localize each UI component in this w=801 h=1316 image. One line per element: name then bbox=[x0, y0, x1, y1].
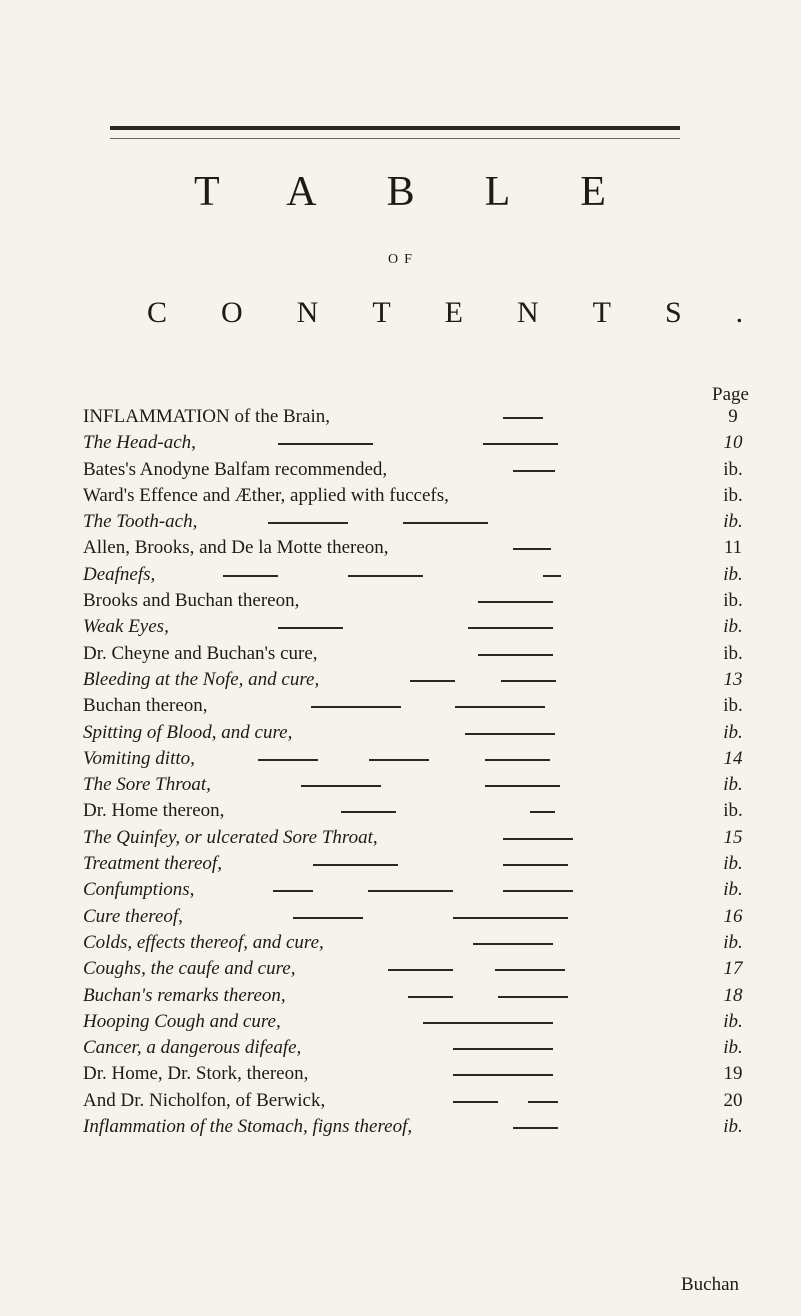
entry-text: Buchan thereon, bbox=[83, 695, 208, 717]
catchword: Buchan bbox=[681, 1274, 740, 1295]
contents-entry bbox=[83, 614, 763, 640]
contents-entry bbox=[83, 904, 763, 930]
entry-text: INFLAMMATION of the Brain, bbox=[83, 406, 330, 427]
leader-dash bbox=[503, 890, 573, 892]
entry-text: Inflammation of the Stomach, figns thereof, bbox=[83, 1116, 413, 1138]
leader-dash bbox=[501, 680, 556, 682]
contents-entry bbox=[83, 851, 763, 877]
contents-entry bbox=[83, 509, 763, 535]
contents-entry bbox=[83, 825, 763, 851]
entry-text: Buchan's remarks thereon, bbox=[83, 984, 286, 1006]
entry-page: 11 bbox=[723, 537, 743, 559]
leader-dash bbox=[478, 601, 553, 603]
contents-entry bbox=[83, 588, 763, 614]
contents-entry bbox=[83, 562, 763, 588]
entry-page: ib. bbox=[723, 563, 743, 585]
entry-text: The Tooth-ach, bbox=[83, 511, 198, 533]
leader-dash bbox=[388, 969, 453, 971]
leader-dash bbox=[301, 785, 381, 787]
leader-dash bbox=[483, 443, 558, 445]
entry-text: Allen, Brooks, and De la Motte thereon, bbox=[83, 537, 389, 559]
entry-page: 17 bbox=[723, 958, 743, 980]
page-column-header: Page bbox=[712, 384, 749, 405]
contents-entry bbox=[83, 1035, 763, 1061]
leader-dash bbox=[369, 759, 429, 761]
top-rule-thin bbox=[110, 138, 680, 139]
contents-entry bbox=[83, 720, 763, 746]
contents-entry bbox=[83, 457, 763, 483]
entry-page: ib. bbox=[723, 879, 743, 901]
entry-text: Hooping Cough and cure, bbox=[83, 1010, 281, 1032]
leader-dash bbox=[503, 838, 573, 840]
leader-dash bbox=[498, 996, 568, 998]
entry-page: ib. bbox=[723, 695, 743, 717]
entry-page: 15 bbox=[723, 826, 743, 848]
entry-text: Colds, effects thereof, and cure, bbox=[83, 931, 324, 953]
top-rule-thick bbox=[110, 126, 680, 130]
entry-text: Cancer, a dangerous difeafe, bbox=[83, 1037, 302, 1059]
leader-dash bbox=[503, 417, 543, 419]
entry-page: 14 bbox=[723, 747, 743, 769]
contents-entry bbox=[83, 772, 763, 798]
title-table: TABLE bbox=[194, 169, 676, 215]
entry-page: ib. bbox=[723, 1037, 743, 1059]
leader-dash bbox=[485, 759, 550, 761]
leader-dash bbox=[268, 522, 348, 524]
contents-entry bbox=[83, 930, 763, 956]
entry-text: Dr. Home thereon, bbox=[83, 800, 225, 822]
entry-page: ib. bbox=[723, 721, 743, 743]
title-of: OF bbox=[388, 252, 418, 267]
leader-dash bbox=[503, 864, 568, 866]
entry-text: And Dr. Nicholfon, of Berwick, bbox=[83, 1089, 326, 1111]
contents-entry bbox=[83, 956, 763, 982]
leader-dash bbox=[410, 680, 455, 682]
leader-dash bbox=[495, 969, 565, 971]
entry-text: Coughs, the caufe and cure, bbox=[83, 958, 296, 980]
leader-dash bbox=[530, 811, 555, 813]
contents-entry bbox=[83, 404, 763, 430]
entry-page: ib. bbox=[723, 1010, 743, 1032]
leader-dash bbox=[528, 1101, 558, 1103]
leader-dash bbox=[513, 1127, 558, 1129]
contents-entry bbox=[83, 483, 763, 509]
entry-text: The Head-ach, bbox=[83, 432, 196, 454]
entry-text: Cure thereof, bbox=[83, 905, 183, 927]
leader-dash bbox=[453, 917, 568, 919]
entry-page: ib. bbox=[723, 590, 743, 612]
entry-text: Bleeding at the Nofe, and cure, bbox=[83, 668, 320, 690]
leader-dash bbox=[311, 706, 401, 708]
contents-entry bbox=[83, 1061, 763, 1087]
leader-dash bbox=[293, 917, 363, 919]
contents-entry bbox=[83, 641, 763, 667]
entry-text: Dr. Cheyne and Buchan's cure, bbox=[83, 642, 318, 664]
leader-dash bbox=[423, 1022, 553, 1024]
entry-page: 20 bbox=[723, 1089, 743, 1111]
leader-dash bbox=[273, 890, 313, 892]
leader-dash bbox=[473, 943, 553, 945]
entry-page: ib. bbox=[723, 800, 743, 822]
leader-dash bbox=[368, 890, 453, 892]
entry-page: 10 bbox=[723, 432, 743, 454]
contents-list bbox=[83, 404, 763, 1140]
leader-dash bbox=[453, 1048, 553, 1050]
leader-dash bbox=[223, 575, 278, 577]
leader-dash bbox=[278, 443, 373, 445]
contents-entry bbox=[83, 798, 763, 824]
entry-text: Bates's Anodyne Balfam recommended, bbox=[83, 458, 388, 480]
entry-page: ib. bbox=[723, 774, 743, 796]
entry-text: Confumptions, bbox=[83, 879, 195, 901]
entry-text: Treatment thereof, bbox=[83, 853, 222, 875]
entry-text: Spitting of Blood, and cure, bbox=[83, 721, 293, 743]
leader-dash bbox=[485, 785, 560, 787]
leader-dash bbox=[478, 654, 553, 656]
leader-dash bbox=[513, 548, 551, 550]
leader-dash bbox=[341, 811, 396, 813]
entry-page: 9 bbox=[728, 406, 738, 427]
contents-entry bbox=[83, 1009, 763, 1035]
contents-entry bbox=[83, 1088, 763, 1114]
contents-entry bbox=[83, 693, 763, 719]
leader-dash bbox=[543, 575, 561, 577]
entry-page: ib. bbox=[723, 1116, 743, 1138]
leader-dash bbox=[513, 470, 555, 472]
leader-dash bbox=[455, 706, 545, 708]
contents-entry bbox=[83, 667, 763, 693]
entry-text: Vomiting ditto, bbox=[83, 747, 195, 769]
entry-page: ib. bbox=[723, 511, 743, 533]
leader-dash bbox=[313, 864, 398, 866]
leader-dash bbox=[348, 575, 423, 577]
contents-entry bbox=[83, 877, 763, 903]
entry-text: The Quinfey, or ulcerated Sore Throat, bbox=[83, 826, 378, 848]
leader-dash bbox=[258, 759, 318, 761]
entry-page: ib. bbox=[723, 484, 743, 506]
contents-entry bbox=[83, 1114, 763, 1140]
entry-page: ib. bbox=[723, 642, 743, 664]
entry-page: ib. bbox=[723, 931, 743, 953]
title-contents: CONTENTS. bbox=[147, 296, 798, 329]
entry-page: 18 bbox=[723, 984, 743, 1006]
leader-dash bbox=[453, 1074, 553, 1076]
leader-dash bbox=[408, 996, 453, 998]
contents-entry bbox=[83, 430, 763, 456]
entry-text: The Sore Throat, bbox=[83, 774, 211, 796]
leader-dash bbox=[465, 733, 555, 735]
entry-page: ib. bbox=[723, 458, 743, 480]
entry-text: Dr. Home, Dr. Stork, thereon, bbox=[83, 1063, 309, 1085]
leader-dash bbox=[278, 627, 343, 629]
leader-dash bbox=[453, 1101, 498, 1103]
entry-page: ib. bbox=[723, 853, 743, 875]
entry-text: Deafnefs, bbox=[83, 563, 156, 585]
entry-text: Weak Eyes, bbox=[83, 616, 169, 638]
contents-entry bbox=[83, 535, 763, 561]
contents-entry bbox=[83, 983, 763, 1009]
leader-dash bbox=[468, 627, 553, 629]
entry-page: 13 bbox=[723, 668, 743, 690]
contents-entry bbox=[83, 746, 763, 772]
entry-page: 19 bbox=[723, 1063, 743, 1085]
entry-page: 16 bbox=[723, 905, 743, 927]
leader-dash bbox=[403, 522, 488, 524]
entry-text: Brooks and Buchan thereon, bbox=[83, 590, 300, 612]
entry-text: Ward's Effence and Æther, applied with fuccefs, bbox=[83, 484, 449, 506]
entry-page: ib. bbox=[723, 616, 743, 638]
